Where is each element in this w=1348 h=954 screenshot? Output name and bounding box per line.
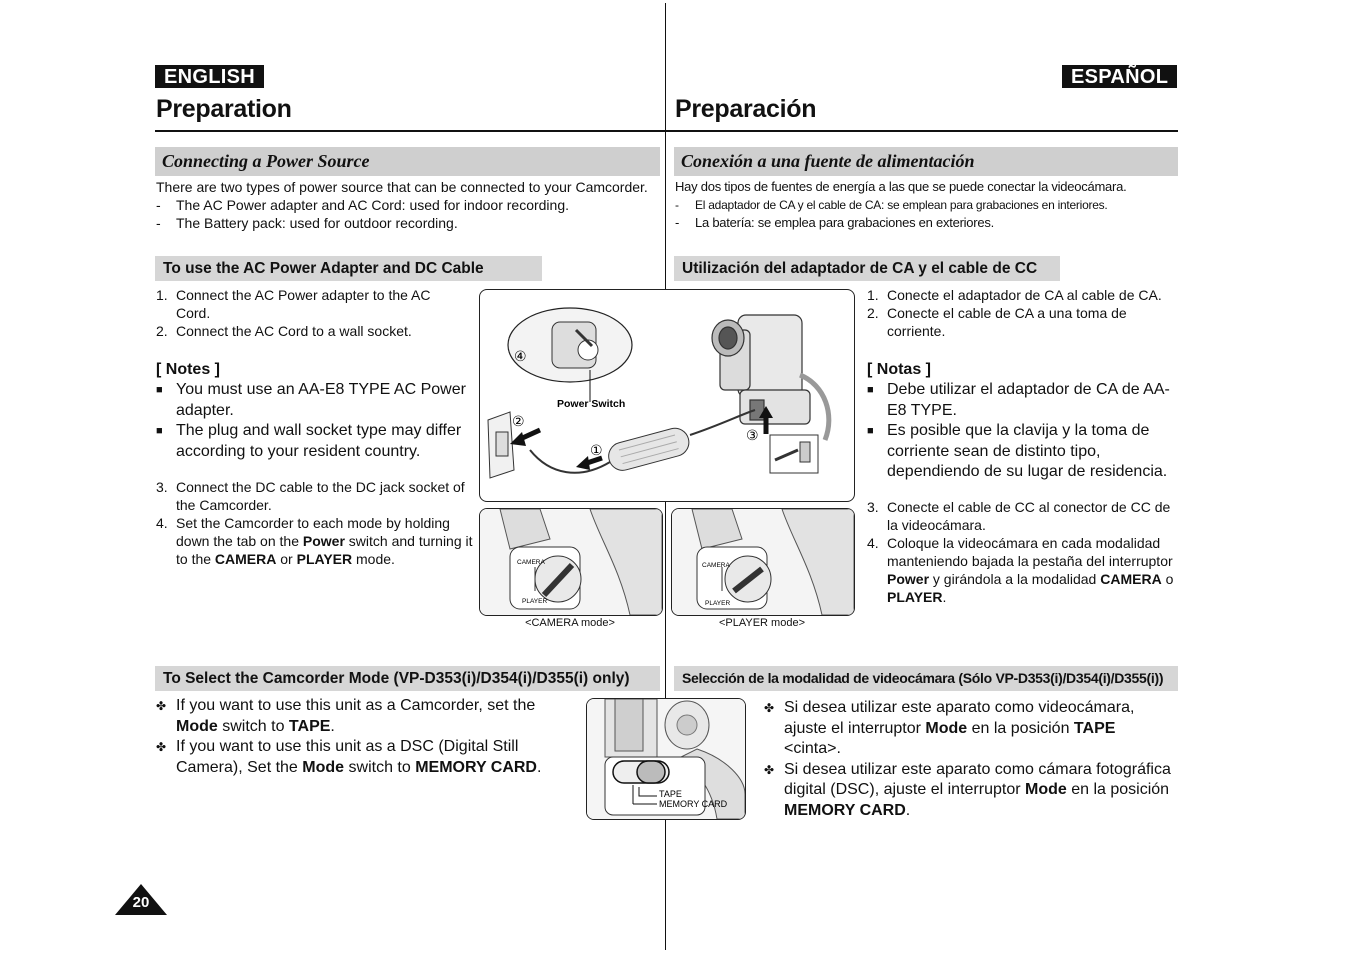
dial-player-label: PLAYER	[705, 600, 731, 607]
camera-mode-drawing	[480, 509, 662, 615]
espanol-language-tag: ESPAÑOL	[1062, 65, 1177, 88]
steps-1-2-en	[156, 286, 456, 340]
player-mode-drawing	[672, 509, 854, 615]
page-number: 20	[132, 894, 150, 911]
callout-4: ④	[514, 349, 527, 365]
page-title-spanish: Preparación	[675, 95, 817, 123]
mode-switch-drawing	[587, 699, 745, 819]
list-item: ✤ Si desea utilizar este aparato como videocámara, ajuste el interruptor Mode en la posición TAPE <cinta>.	[764, 699, 1135, 757]
list-item: 3. Conecte el cable de CC al conector de CC de la videocámara.	[867, 499, 1171, 533]
mode-block-en	[156, 696, 556, 778]
dial-camera-label: CAMERA	[517, 559, 545, 566]
list-item: - La batería: se emplea para grabaciones en exteriores.	[675, 215, 994, 230]
steps-1-2-es	[867, 286, 1167, 340]
list-item: 1. Conecte el adaptador de CA al cable de CA.	[867, 287, 1162, 303]
subheading-mode-en: To Select the Camcorder Mode (VP-D353(i)/D354(i)/D355(i) only)	[155, 666, 660, 691]
list-item: ✤ Si desea utilizar este aparato como cámara fotográfica digital (DSC), ajuste el interruptor Mode en la posición MEMORY CARD.	[764, 760, 1171, 819]
camera-mode-caption: <CAMERA mode>	[525, 617, 615, 629]
section-heading-es: Conexión a una fuente de alimentación	[674, 147, 1178, 176]
intro-block-en	[156, 178, 661, 232]
notes-block-en	[156, 360, 474, 462]
list-item: 4. Coloque la videocámara en cada modalidad manteniendo bajada la pestaña del interruptor Power y girándola a la modalidad CAMERA o PLAYER.	[867, 535, 1174, 605]
list-item: - The AC Power adapter and AC Cord: used for indoor recording.	[156, 197, 569, 213]
steps-3-4-es	[867, 498, 1177, 606]
dial-camera-label: CAMERA	[702, 562, 730, 569]
tape-label: TAPE	[659, 789, 682, 799]
list-item: 1. Connect the AC Power adapter to the AC Cord.	[156, 287, 431, 321]
list-item: ■ The plug and wall socket type may differ according to your resident country.	[156, 422, 462, 460]
list-item: ■ You must use an AA-E8 TYPE AC Power adapter.	[156, 381, 466, 419]
player-mode-caption: <PLAYER mode>	[718, 617, 805, 629]
list-item: 3. Connect the DC cable to the DC jack socket of the Camcorder.	[156, 479, 465, 513]
mode-block-es	[764, 698, 1176, 821]
callout-3: ③	[746, 428, 759, 444]
power-connection-illustration	[479, 289, 855, 502]
intro-block-es	[675, 178, 1178, 232]
intro-text: There are two types of power source that can be connected to your Camcorder.	[156, 179, 648, 195]
notes-block-es	[867, 360, 1172, 483]
dial-player-label: PLAYER	[522, 598, 548, 605]
player-mode-illustration	[671, 508, 855, 616]
header-rule	[155, 130, 1178, 132]
page-title-english: Preparation	[156, 95, 292, 123]
list-item: 4. Set the Camcorder to each mode by holding down the tab on the Power switch and turning it to the CAMERA or PLAYER mode.	[156, 515, 473, 567]
list-item: 2. Connect the AC Cord to a wall socket.	[156, 323, 412, 339]
intro-text: Hay dos tipos de fuentes de energía a las que se puede conectar la videocámara.	[675, 179, 1127, 194]
memory-card-label: MEMORY CARD	[659, 799, 728, 809]
list-item: ✤ If you want to use this unit as a DSC (Digital Still Camera), Set the Mode switch to MEMORY CARD.	[156, 738, 542, 776]
callout-2: ②	[512, 414, 525, 430]
list-item: ✤ If you want to use this unit as a Camcorder, set the Mode switch to TAPE.	[156, 697, 536, 735]
section-heading-en: Connecting a Power Source	[155, 147, 660, 176]
camera-mode-illustration	[479, 508, 663, 616]
subheading-ac-en: To use the AC Power Adapter and DC Cable	[155, 256, 542, 281]
subheading-mode-es: Selección de la modalidad de videocámara (Sólo VP-D353(i)/D354(i)/D355(i))	[674, 666, 1178, 691]
mode-switch-illustration	[586, 698, 746, 820]
power-connection-drawing	[480, 290, 854, 501]
steps-3-4-en	[156, 478, 474, 568]
english-language-tag: ENGLISH	[155, 65, 264, 88]
callout-1: ①	[590, 443, 603, 459]
notes-title: [ Notes ]	[156, 361, 220, 378]
list-item: - El adaptador de CA y el cable de CA: se emplean para grabaciones en interiores.	[675, 198, 1108, 212]
list-item: - The Battery pack: used for outdoor recording.	[156, 215, 458, 231]
list-item: ■ Es posible que la clavija y la toma de corriente sean de distinto tipo, dependiendo de su lugar de residencia.	[867, 422, 1168, 480]
subheading-ac-es: Utilización del adaptador de CA y el cable de CC	[674, 256, 1060, 281]
list-item: ■ Debe utilizar el adaptador de CA de AA-E8 TYPE.	[867, 381, 1170, 419]
notes-title: [ Notas ]	[867, 361, 931, 378]
power-switch-label: Power Switch	[557, 398, 626, 410]
list-item: 2. Conecte el cable de CA a una toma de corriente.	[867, 305, 1127, 339]
